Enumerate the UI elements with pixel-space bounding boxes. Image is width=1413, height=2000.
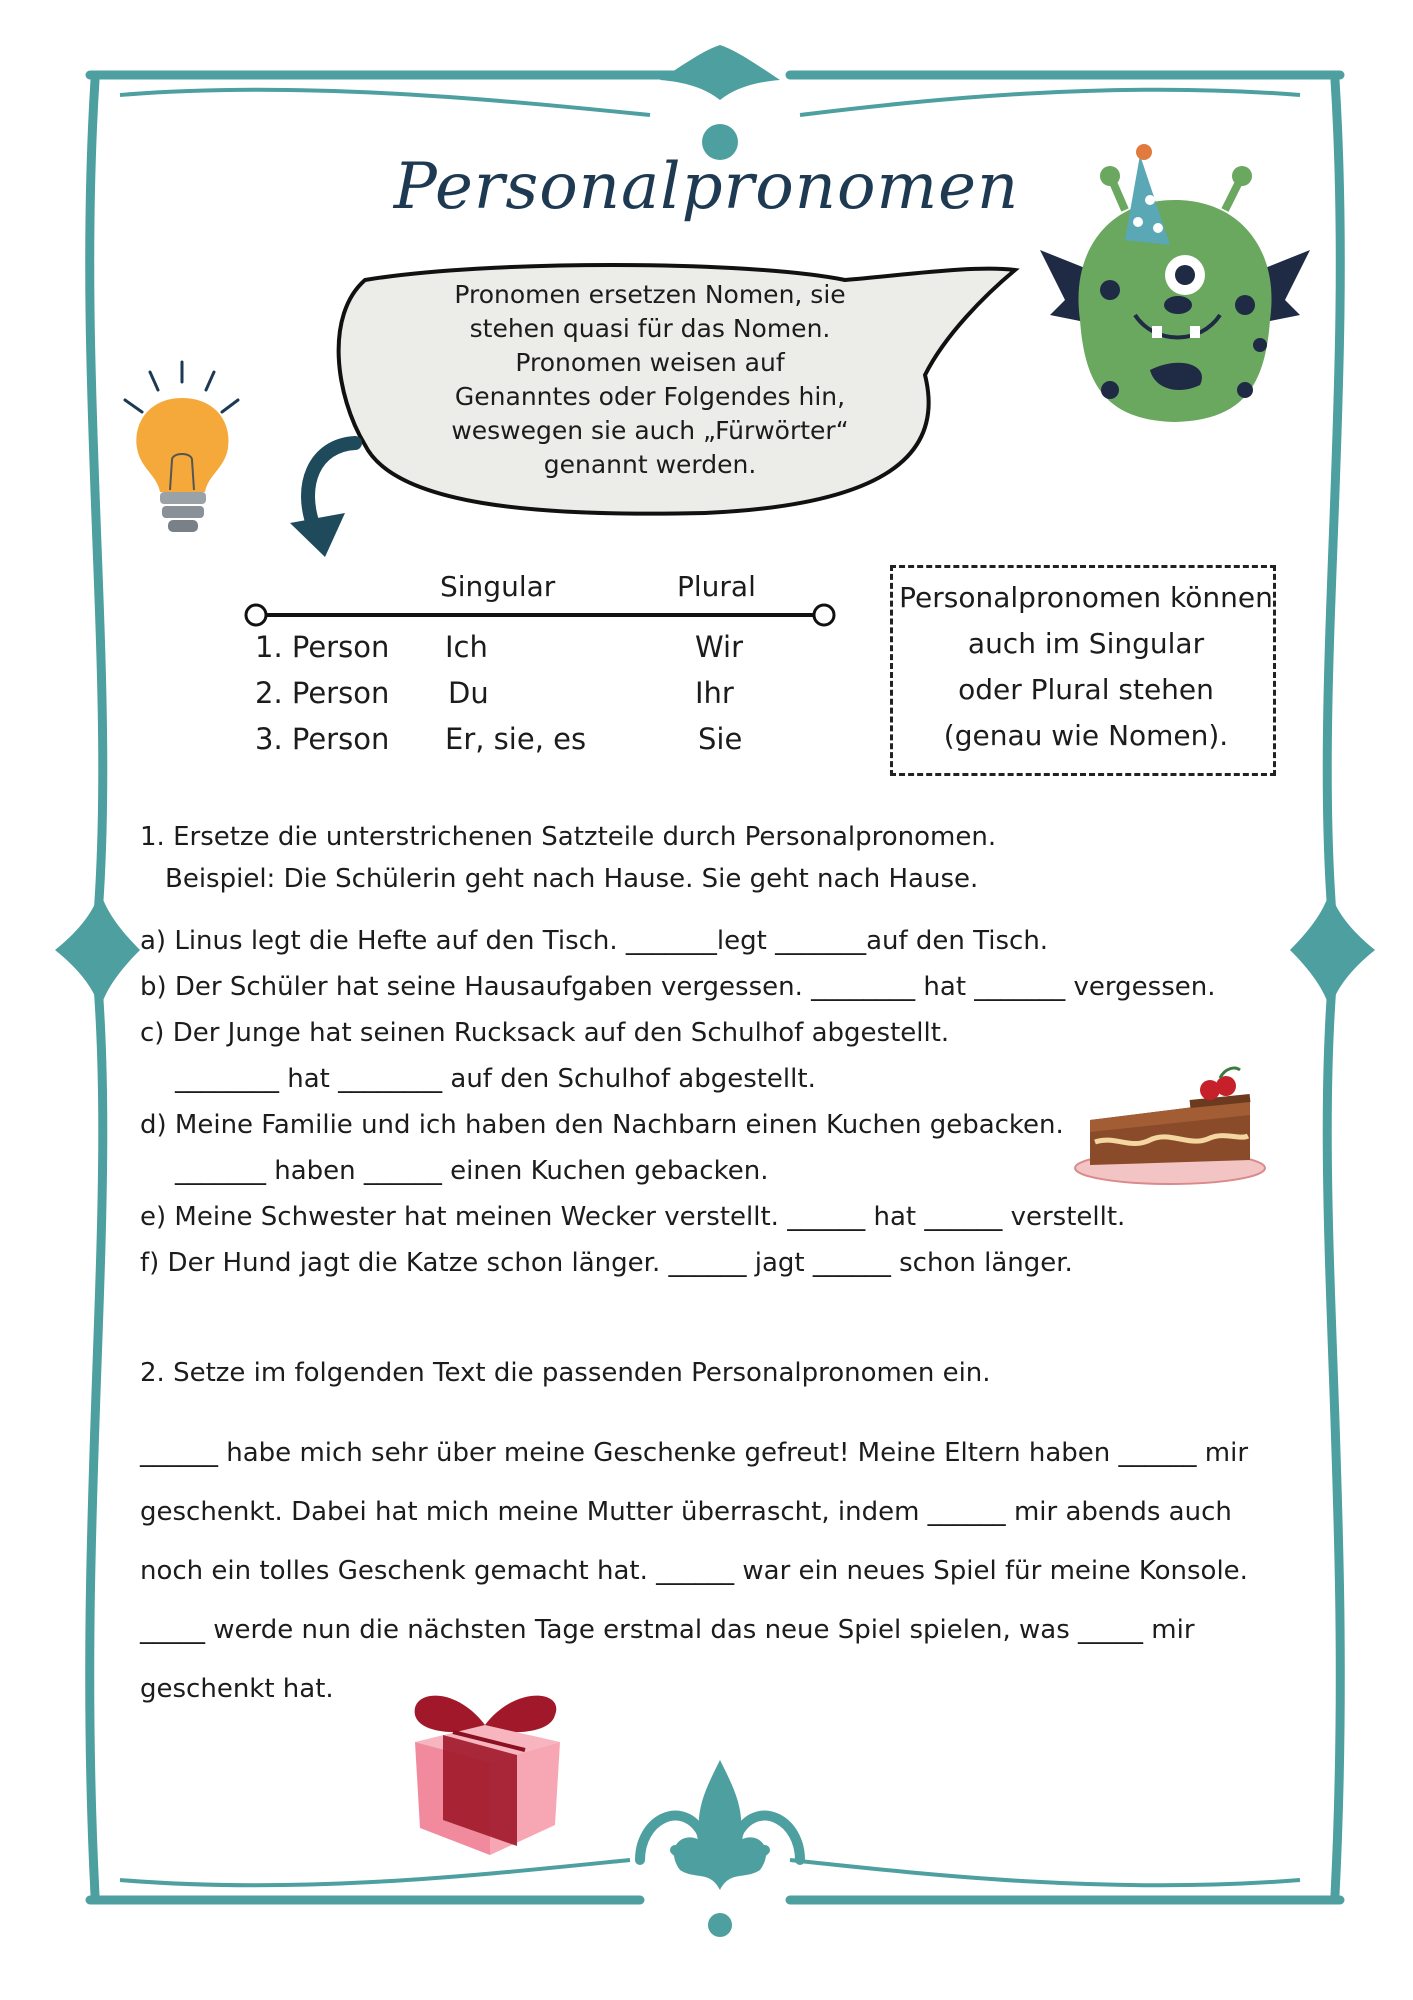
note-line: oder Plural stehen <box>958 673 1214 706</box>
task1-heading: 1. Ersetze die unterstrichenen Satzteile durch Personalpronomen. <box>140 822 997 852</box>
person-label: 2. Person <box>255 676 390 710</box>
plural-pronoun: Sie <box>698 722 743 756</box>
singular-header: Singular <box>440 570 556 603</box>
plural-header: Plural <box>677 570 756 603</box>
monster-icon <box>1040 140 1310 440</box>
singular-pronoun: Ich <box>445 630 488 664</box>
task2-line: geschenkt. Dabei hat mich meine Mutter überrascht, indem ______ mir abends auch <box>140 1497 1232 1527</box>
task2-line: noch ein tolles Geschenk gemacht hat. ______ war ein neues Spiel für meine Konsole. <box>140 1556 1248 1586</box>
bubble-line: Genanntes oder Folgendes hin, <box>454 382 846 411</box>
bubble-line: Pronomen ersetzen Nomen, sie <box>454 280 846 309</box>
task1-item-f: f) Der Hund jagt die Katze schon länger. ______ jagt ______ schon länger. <box>140 1248 1073 1278</box>
task2-line: ______ habe mich sehr über meine Geschenke gefreut! Meine Eltern haben ______ mir <box>140 1438 1249 1468</box>
task1-item-a: a) Linus legt die Hefte auf den Tisch. _______legt _______auf den Tisch. <box>140 926 1049 956</box>
bubble-line: Pronomen weisen auf <box>515 348 785 377</box>
note-text <box>896 575 1276 759</box>
note-line: Personalpronomen können <box>899 581 1273 614</box>
task1-item-d: d) Meine Familie und ich haben den Nachbarn einen Kuchen gebacken. <box>140 1110 1064 1140</box>
curved-arrow-icon <box>285 435 385 565</box>
task1-item-d-answer: _______ haben ______ einen Kuchen gebacken. <box>175 1156 769 1186</box>
task2-heading: 2. Setze im folgenden Text die passenden Personalpronomen ein. <box>140 1358 991 1388</box>
bubble-text <box>430 278 870 482</box>
note-line: auch im Singular <box>967 627 1205 660</box>
task1-item-c: c) Der Junge hat seinen Rucksack auf den Schulhof abgestellt. <box>140 1018 950 1048</box>
bubble-line: stehen quasi für das Nomen. <box>469 314 831 343</box>
gift-icon <box>395 1680 575 1860</box>
task2-line: geschenkt hat. <box>140 1674 334 1704</box>
cake-icon <box>1070 1060 1270 1190</box>
person-label: 3. Person <box>255 722 390 756</box>
bubble-line: weswegen sie auch „Fürwörter“ <box>451 416 849 445</box>
task1-item-b: b) Der Schüler hat seine Hausaufgaben vergessen. ________ hat _______ vergessen. <box>140 972 1216 1002</box>
plural-pronoun: Ihr <box>695 676 734 710</box>
person-label: 1. Person <box>255 630 390 664</box>
note-line: (genau wie Nomen). <box>943 719 1229 752</box>
task1-item-e: e) Meine Schwester hat meinen Wecker verstellt. ______ hat ______ verstellt. <box>140 1202 1126 1232</box>
singular-pronoun: Du <box>448 676 489 710</box>
task1-item-c-answer: ________ hat ________ auf den Schulhof abgestellt. <box>175 1064 816 1094</box>
singular-pronoun: Er, sie, es <box>445 722 587 756</box>
lightbulb-icon <box>120 360 250 540</box>
page-title: Personalpronomen <box>393 150 1020 224</box>
plural-pronoun: Wir <box>695 630 744 664</box>
table-line <box>240 600 840 630</box>
bubble-line: genannt werden. <box>543 450 757 479</box>
task2-line: _____ werde nun die nächsten Tage erstmal das neue Spiel spielen, was _____ mir <box>140 1615 1195 1645</box>
task1-example: Beispiel: Die Schülerin geht nach Hause. Sie geht nach Hause. <box>165 864 979 894</box>
